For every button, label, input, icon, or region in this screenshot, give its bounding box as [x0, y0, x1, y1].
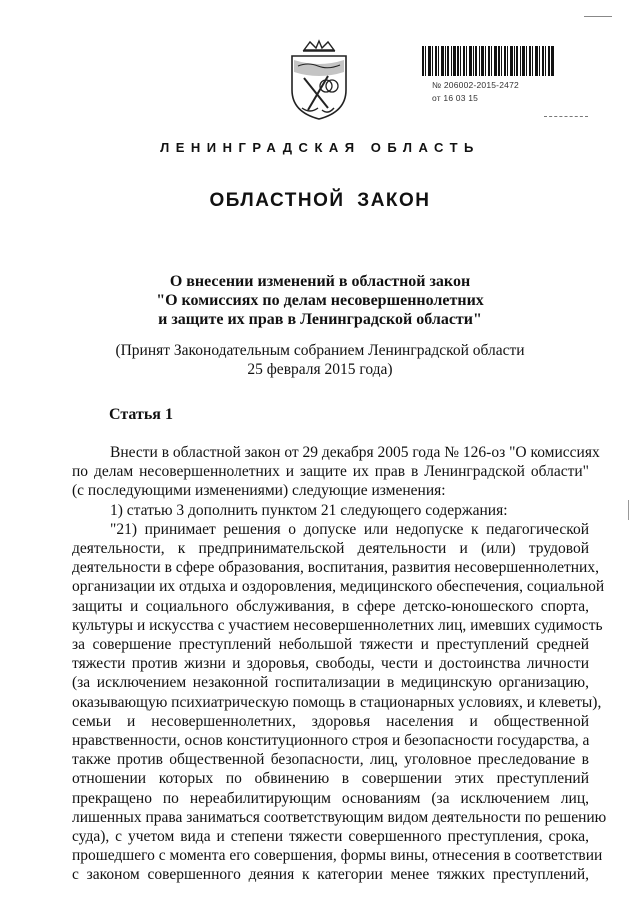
registration-date: от 16 03 15 — [432, 93, 479, 103]
body-line: прекращено по нереабилитирующим основаниям (за исключением лиц, — [72, 789, 589, 807]
registration-number: № 206002-2015-2472 — [432, 80, 519, 90]
body-line: (за исключением незаконной госпитализации в медицинскую организацию, — [72, 674, 589, 692]
stamp-dash-mark — [544, 116, 588, 117]
body-line: "21) принимает решения о допуске или недопуске к педагогической — [110, 520, 589, 538]
corner-scan-mark — [584, 16, 612, 17]
body-line: культуры и искусства с участием несовершеннолетних лиц, имевших судимость — [72, 616, 603, 634]
law-title: ОБЛАСТНОЙ ЗАКОН — [209, 190, 431, 211]
body-line: (с последующими изменениями) следующие изменения: — [72, 482, 446, 500]
body-line: суда), с учетом вида и степени тяжести совершенного преступления, срока, — [72, 828, 589, 846]
body-line: семьи и несовершеннолетних, здоровья населения и общественной — [72, 712, 589, 730]
body-line: тяжести против жизни и здоровья, свободы, чести и достоинства личности — [72, 655, 589, 673]
article-body — [72, 443, 607, 885]
body-line: деятельности, к предпринимательской деятельности и (или) трудовой — [72, 540, 589, 558]
barcode-icon — [422, 46, 554, 76]
coat-of-arms-icon — [288, 38, 350, 122]
body-line: организации их отдыха и оздоровления, медицинского обеспечения, социальной — [72, 578, 605, 596]
article-heading: Статья 1 — [109, 406, 173, 423]
body-line: защиты и социального обслуживания, в сфере детско-юношеского спорта, — [72, 597, 589, 615]
subject-line: и защите их прав в Ленинградской области" — [158, 311, 482, 328]
body-line: Внести в областной закон от 29 декабря 2005 года № 126-оз "О комиссиях — [110, 444, 600, 461]
subject-line: "О комиссиях по делам несовершеннолетних — [156, 292, 484, 309]
body-line: с законом совершенного деяния к категории менее тяжких преступлений, — [72, 866, 589, 884]
body-line: нравственности, основ конституционного строя и безопасности государства, а — [72, 732, 590, 750]
body-line: также против общественной безопасности, лиц, уголовное преследование в — [72, 751, 589, 769]
adoption-line: (Принят Законодательным собранием Ленинградской области — [115, 342, 525, 359]
region-name: ЛЕНИНГРАДСКАЯ ОБЛАСТЬ — [160, 140, 480, 155]
subject-line: О внесении изменений в областной закон — [169, 273, 471, 290]
body-line: деятельности в сфере образования, воспитания, развития несовершеннолетних, — [72, 559, 599, 577]
adoption-note — [0, 341, 640, 379]
body-line: прошедшего с момента его совершения, формы вины, отнесения в соответствии — [72, 847, 603, 865]
adoption-line: 25 февраля 2015 года) — [247, 361, 393, 378]
body-line: оказывающую психиатрическую помощь в стационарных условиях, и клеветы), — [72, 693, 602, 711]
body-line: по делам несовершеннолетних и защите их прав в Ленинградской области" — [72, 463, 589, 481]
body-line: лишенных права заниматься соответствующим видом деятельности по решению — [72, 808, 607, 826]
body-line: 1) статью 3 дополнить пунктом 21 следующего содержания: — [110, 501, 508, 519]
margin-mark — [628, 500, 629, 520]
body-line: за совершение преступлений небольшой тяжести и преступлений средней — [72, 636, 589, 654]
law-subject — [0, 272, 640, 329]
body-line: отношении которых по обвинению в совершении этих преступлений — [72, 770, 589, 788]
